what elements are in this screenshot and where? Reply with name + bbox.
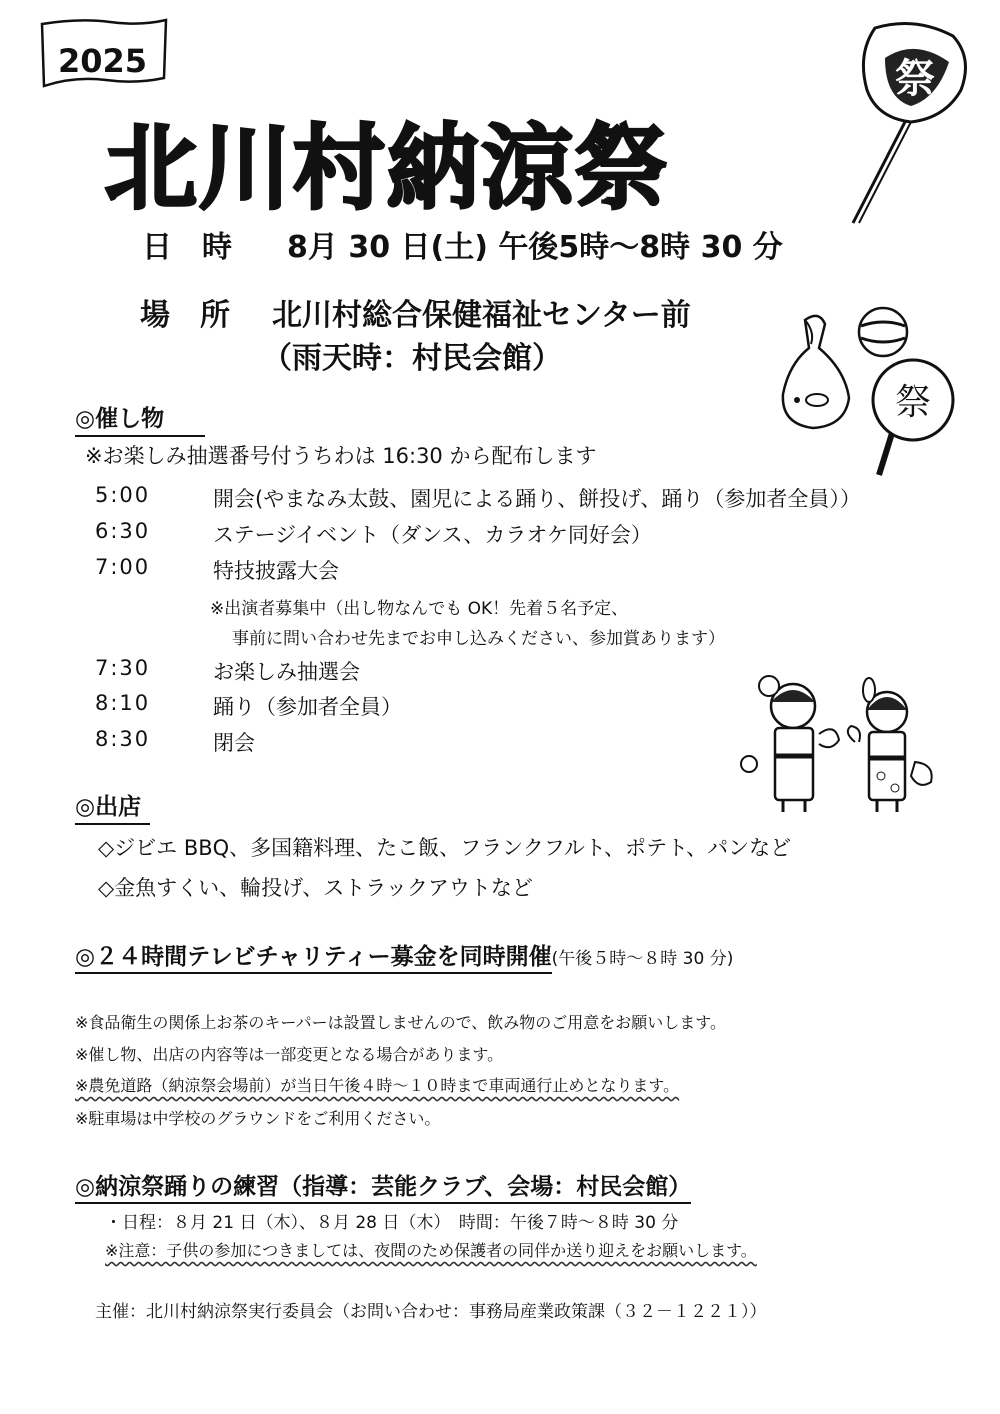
charity-heading: ◎２４時間テレビチャリティー募金を同時開催 [75,944,552,974]
schedule-desc: 閉会 [213,731,255,755]
schedule-desc: 特技披露大会 [213,559,339,583]
datetime-value: 8月 30 日(土) 午後5時～8時 30 分 [287,230,783,265]
practice-note: ※注意：子供の参加につきましては、夜間のため保護者の同伴か送り迎えをお願いします。 [105,1241,757,1260]
schedule-time: 8:30 [95,727,151,751]
fan-char: 祭 [895,56,935,102]
datetime-label: 日 時 [142,230,232,265]
recruit-note-line2: 事前に問い合わせ先までお申し込みください、参加賞あります） [232,629,725,649]
place-value: 北川村総合保健福祉センター前 [272,298,691,333]
charity-time: (午後５時～８時 30 分) [551,949,734,969]
schedule-time: 6:30 [95,519,151,543]
stall-item: ◇金魚すくい、輪投げ、ストラックアウトなど [98,876,533,900]
recruit-note-line1: ※出演者募集中（出し物なんでも OK！先着５名予定、 [210,599,629,619]
events-heading: ◎催し物 [75,400,205,437]
schedule-time: 5:00 [95,483,151,507]
stalls-heading: ◎出店 [75,788,150,825]
schedule-desc: ステージイベント（ダンス、カラオケ同好会） [213,523,652,547]
year-label: 2025 [58,42,148,80]
charity-line [75,938,733,971]
organizer: 主催：北川村納涼祭実行委員会（お問い合わせ：事務局産業政策課（３２－１２２１）） [95,1302,767,1322]
page-title: 北川村納涼祭 [105,115,670,222]
practice-heading: ◎納涼祭踊りの練習（指導：芸能クラブ、会場：村民会館） [75,1168,691,1201]
uchiwa-char: 祭 [894,382,932,423]
festival-fan-illustration [845,18,975,228]
schedule-time: 7:00 [95,555,151,579]
place-rain: （雨天時：村民会館） [262,341,562,376]
practice-schedule: ・日程：８月 21 日（木）、８月 28 日（木） 時間：午後７時～８時 30 分 [105,1213,679,1233]
summer-goods-illustration [775,290,975,480]
note-line: ※催し物、出店の内容等は一部変更となる場合があります。 [75,1045,504,1064]
schedule-desc: 踊り（参加者全員） [213,695,402,719]
children-yukata-illustration [735,672,945,822]
note-line: ※駐車場は中学校のグラウンドをご利用ください。 [75,1109,441,1128]
events-note: ※お楽しみ抽選番号付うちわは 16:30 から配布します [85,444,597,468]
schedule-time: 8:10 [95,691,151,715]
schedule-desc: 開会(やまなみ太鼓、園児による踊り、餅投げ、踊り（参加者全員）） [213,487,861,511]
note-line: ※農免道路（納涼祭会場前）が当日午後４時～１０時まで車両通行止めとなります。 [75,1076,680,1095]
note-line: ※食品衛生の関係上お茶のキーパーは設置しませんので、飲み物のご用意をお願いします。 [75,1013,727,1032]
place-label: 場 所 [140,298,230,333]
schedule-desc: お楽しみ抽選会 [213,660,360,684]
stall-item: ◇ジビエ BBQ、多国籍料理、たこ飯、フランクフルト、ポテト、パンなど [98,836,792,860]
schedule-time: 7:30 [95,656,151,680]
